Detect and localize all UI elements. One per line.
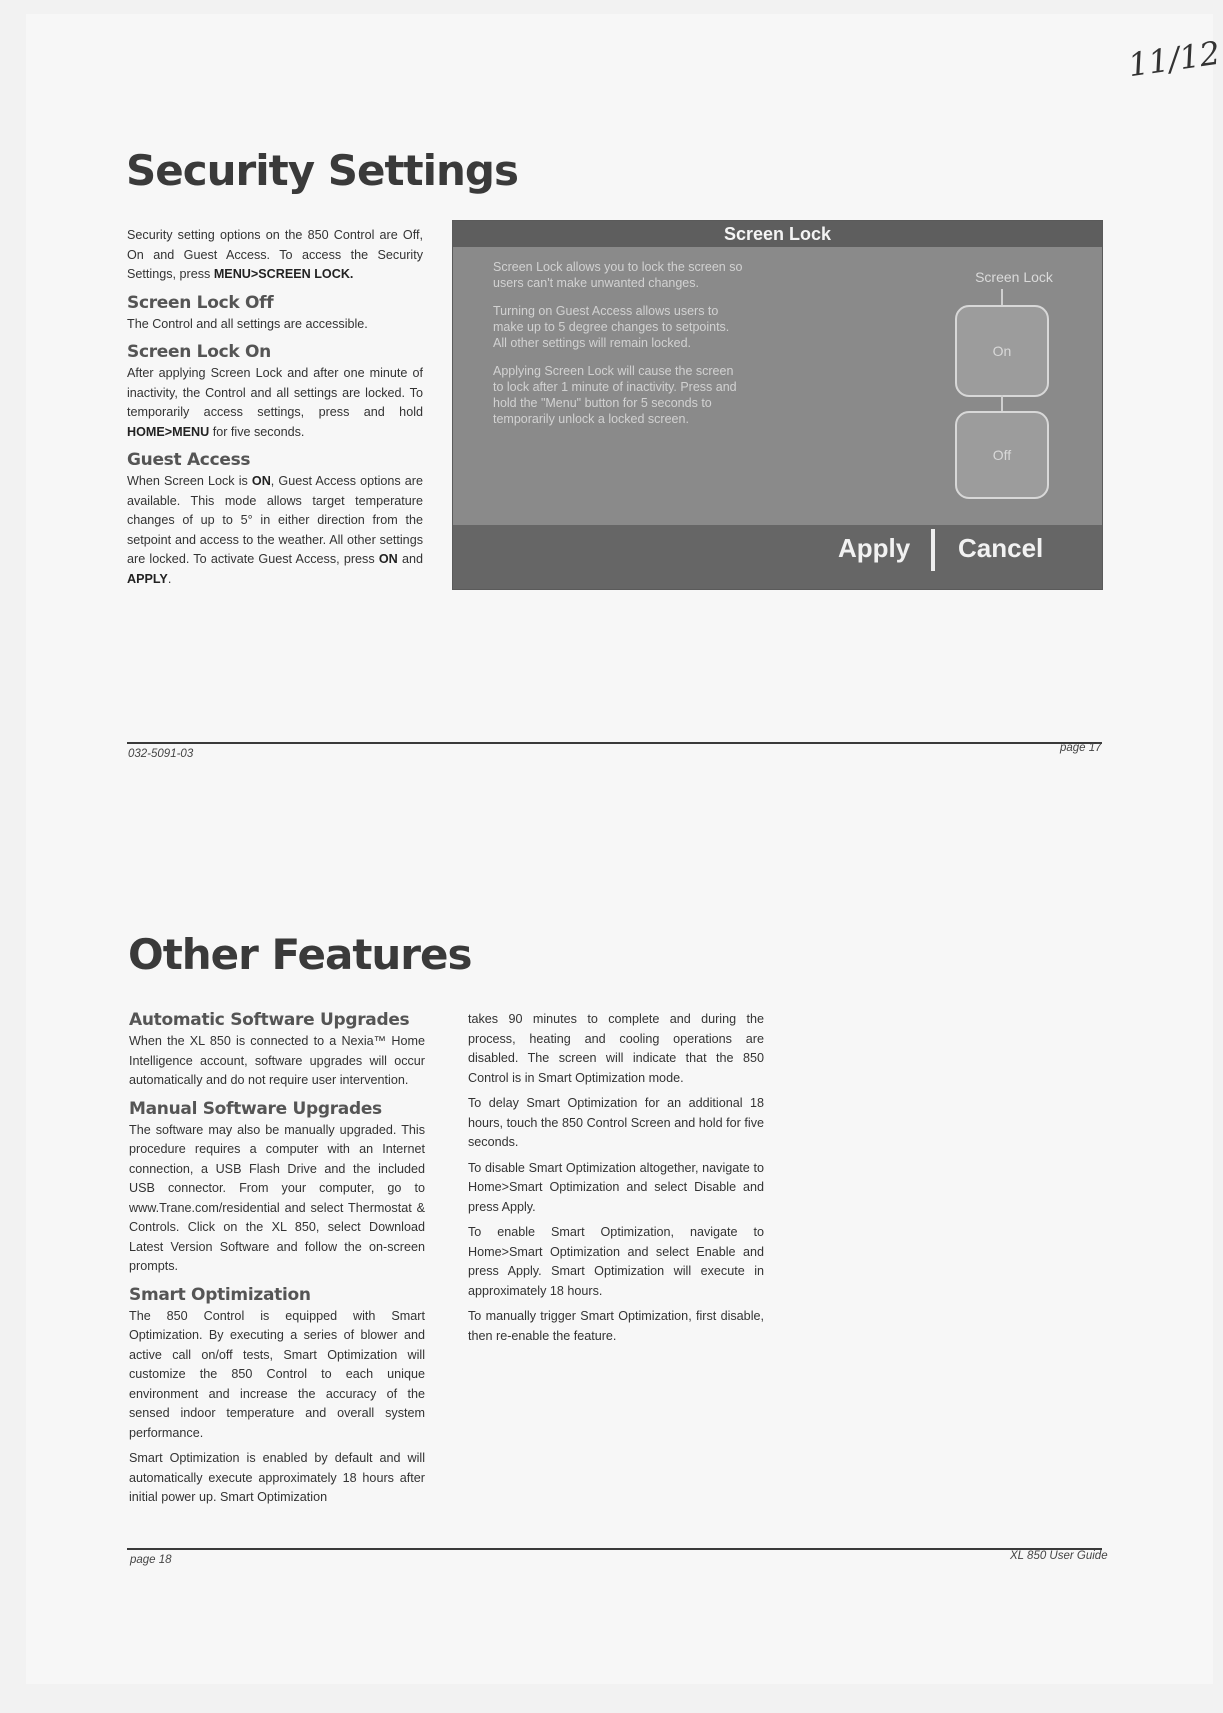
footer-rule <box>127 1548 1102 1550</box>
apply-button[interactable]: Apply <box>838 533 911 563</box>
page-title-security: Security Settings <box>126 146 518 195</box>
screen-lock-on-text: After applying Screen Lock and after one minute of inactivity, the Control and all settings are locked. To temporarily access settings, press and hold HOME>MENU for five seconds. <box>127 366 423 439</box>
smart-optimization-detail: To disable Smart Optimization altogether, navigate to Home>Smart Optimization and select Disable and press Apply. <box>468 1160 764 1214</box>
screen-lock-panel <box>452 220 1103 590</box>
footer-page-number: page 18 <box>130 1554 172 1566</box>
screen-lock-paragraph: Screen Lock allows you to lock the screen so users can't make unwanted changes. <box>493 260 743 290</box>
handwritten-note: 11/12 <box>1125 33 1223 85</box>
smart-optimization-detail: To delay Smart Optimization for an additional 18 hours, touch the 850 Control Screen and hold for five seconds. <box>468 1096 764 1149</box>
screen-lock-paragraph: Turning on Guest Access allows users to make up to 5 degree changes to setpoints. All other settings will remain locked. <box>493 304 730 350</box>
footer-doc-number: 032-5091-03 <box>128 748 194 760</box>
screen-lock-toggle-label: Screen Lock <box>975 269 1053 285</box>
heading-manual-upgrades: Manual Software Upgrades <box>129 1098 382 1119</box>
guest-access-text: When Screen Lock is ON, Guest Access options are available. This mode allows target temperature changes of up to 5° in either direction from the setpoint and access to the weather. All other settings are locked. To activate Guest Access, press ON and APPLY. <box>127 474 423 586</box>
screen-lock-off-button[interactable]: Off <box>955 411 1049 499</box>
cancel-button[interactable]: Cancel <box>958 533 1044 563</box>
footer-rule <box>127 742 1102 744</box>
screen-lock-title: Screen Lock <box>453 221 1102 247</box>
connector-line <box>1001 289 1003 305</box>
features-right-column <box>468 1010 764 1346</box>
screen-lock-on-button[interactable]: On <box>955 305 1049 397</box>
features-left-column <box>129 1010 425 1508</box>
smart-optimization-text: The 850 Control is equipped with Smart Optimization. By executing a series of blower and active call on/off tests, Smart Optimization will customize the 850 Control to each unique environment and increase the accuracy of the sensed indoor temperature and overall system performance. <box>129 1308 425 1440</box>
connector-line <box>1001 395 1003 411</box>
screen-lock-off-text: The Control and all settings are accessible. <box>127 316 368 331</box>
button-divider <box>931 529 935 571</box>
smart-optimization-detail: takes 90 minutes to complete and during the process, heating and cooling operations are disabled. The screen will indicate that the 850 Control is in Smart Optimization mode. <box>468 1012 764 1085</box>
heading-guest-access: Guest Access <box>127 450 251 470</box>
automatic-upgrades-text: When the XL 850 is connected to a Nexia™ Home Intelligence account, software upgrades will occur automatically and do not require user intervention. <box>129 1034 425 1087</box>
page-title-other-features: Other Features <box>128 930 472 979</box>
security-intro: Security setting options on the 850 Control are Off, On and Guest Access. To access the Security Settings, press MENU>SCREEN LOCK. <box>127 228 423 281</box>
heading-screen-lock-off: Screen Lock Off <box>127 292 274 313</box>
screen-lock-paragraph: Applying Screen Lock will cause the screen to lock after 1 minute of inactivity. Press and hold the "Menu" button for 5 seconds to temporarily unlock a locked screen. <box>493 364 737 426</box>
footer-page-number: page 17 <box>1060 742 1102 754</box>
screen-lock-description <box>493 259 743 439</box>
screen-lock-action-bar <box>453 525 1102 589</box>
manual-upgrades-text: The software may also be manually upgraded. This procedure requires a computer with an Internet connection, a USB Flash Drive and the included USB connector. From your computer, go to www.Trane.com/residential and select Thermostat & Controls. Click on the XL 850, select Download Latest Version Software and follow the on-screen prompts. <box>129 1122 425 1273</box>
heading-automatic-upgrades: Automatic Software Upgrades <box>129 1010 410 1030</box>
footer-guide-title: XL 850 User Guide <box>1010 1550 1108 1562</box>
screen-lock-body <box>453 247 1102 525</box>
heading-screen-lock-on: Screen Lock On <box>127 342 271 362</box>
smart-optimization-detail: To enable Smart Optimization, navigate to Home>Smart Optimization and select Enable and press Apply. Smart Optimization will execute in approximately 18 hours. <box>468 1225 764 1298</box>
security-text-column <box>127 226 423 589</box>
heading-smart-optimization: Smart Optimization <box>129 1284 311 1305</box>
smart-optimization-text: Smart Optimization is enabled by default and will automatically execute approximately 18 hours after initial power up. Smart Optimization <box>129 1451 425 1504</box>
smart-optimization-detail: To manually trigger Smart Optimization, first disable, then re-enable the feature. <box>468 1309 764 1343</box>
